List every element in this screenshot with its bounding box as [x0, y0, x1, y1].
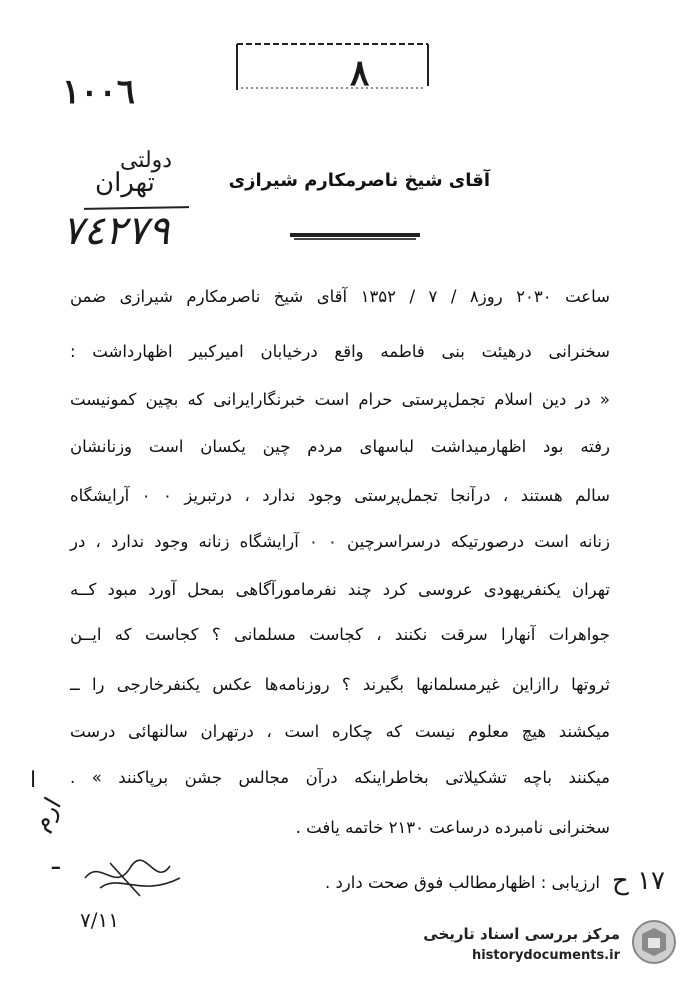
body-line: سخنرانی نامبرده درساعت ۲۱۳۰ خاتمه یافت . — [295, 818, 610, 837]
body-line: رفته بود اظهارمیداشت لباسهای مردم چین یکسان است وزنانشان — [70, 437, 610, 456]
body-line: میکشند هیچ معلوم نیست که چکاره است ، درتهران سالنهائی درست — [70, 722, 610, 741]
body-line: تهران یکنفریهودی عروسی کرد چند نفرمامورآگاهی بمحل آورد مبود کــه — [70, 580, 610, 599]
body-line: ساعت ۲۰۳۰ روز۸ / ۷ / ۱۳۵۲ آقای شیخ ناصرمکارم شیرازی ضمن — [70, 287, 610, 306]
page-index: ١٧ ح — [612, 866, 665, 896]
title-rule — [290, 233, 420, 237]
margin-note-left-3: ـ — [52, 846, 60, 876]
margin-note-left-2: ارم — [26, 792, 67, 836]
archive-logo-icon — [630, 918, 678, 966]
body-line: سالم هستند ، درآنجا تجمل‌پرستی وجود ندارد ، درتبریز ۰ ۰ آرایشگاه — [70, 486, 611, 505]
stamp-box — [235, 40, 430, 92]
watermark-url: historydocuments.ir — [471, 948, 620, 963]
body-line: « در دین اسلام تجمل‌پرستی حرام است خبرنگارایرانی که بچین کمونیست — [70, 390, 610, 409]
subject-title: آقای شیخ ناصرمکارم شیرازی — [228, 170, 490, 191]
title-rule-secondary — [294, 238, 416, 240]
body-line: ثروتها راازاین غیرمسلمانها بگیرند ؟ روزنامه‌ها عکس یکنفرخارجی را ــ — [70, 675, 610, 694]
document-number: ١٠٠٦ — [62, 72, 136, 112]
signature — [80, 848, 190, 908]
margin-note-top-1: دولتی — [120, 148, 173, 173]
body-line: جواهرات آنهارا سرقت نکنند ، کجاست مسلمانی ؟ کجاست که ایــن — [70, 625, 610, 644]
signature-date: ٧/١١ — [80, 908, 119, 932]
body-line: میکنند باچه تشکیلاتی بخاطراینکه درآن مجالس جشن برپاکنند » . — [70, 768, 610, 787]
assessment-line: ارزیابی : اظهارمطالب فوق صحت دارد . — [324, 873, 600, 892]
stamp-mark: ٨ — [350, 52, 370, 94]
margin-note-top-2: تهران — [95, 168, 155, 198]
watermark-name: مرکز بررسی اسناد تاریخی — [423, 925, 620, 943]
body-line: سخنرانی درهیئت بنی فاطمه واقع درخیابان امیرکبیر اظهارداشت : — [70, 342, 610, 361]
margin-note-top-3: ٧٤٢٧٩ — [62, 208, 170, 254]
body-line: زنانه است درصورتیکه درسراسرچین ۰ ۰ آرایشگاه زنانه وجود ندارد ، در — [70, 532, 610, 551]
margin-note-left-1: ا — [30, 768, 37, 793]
